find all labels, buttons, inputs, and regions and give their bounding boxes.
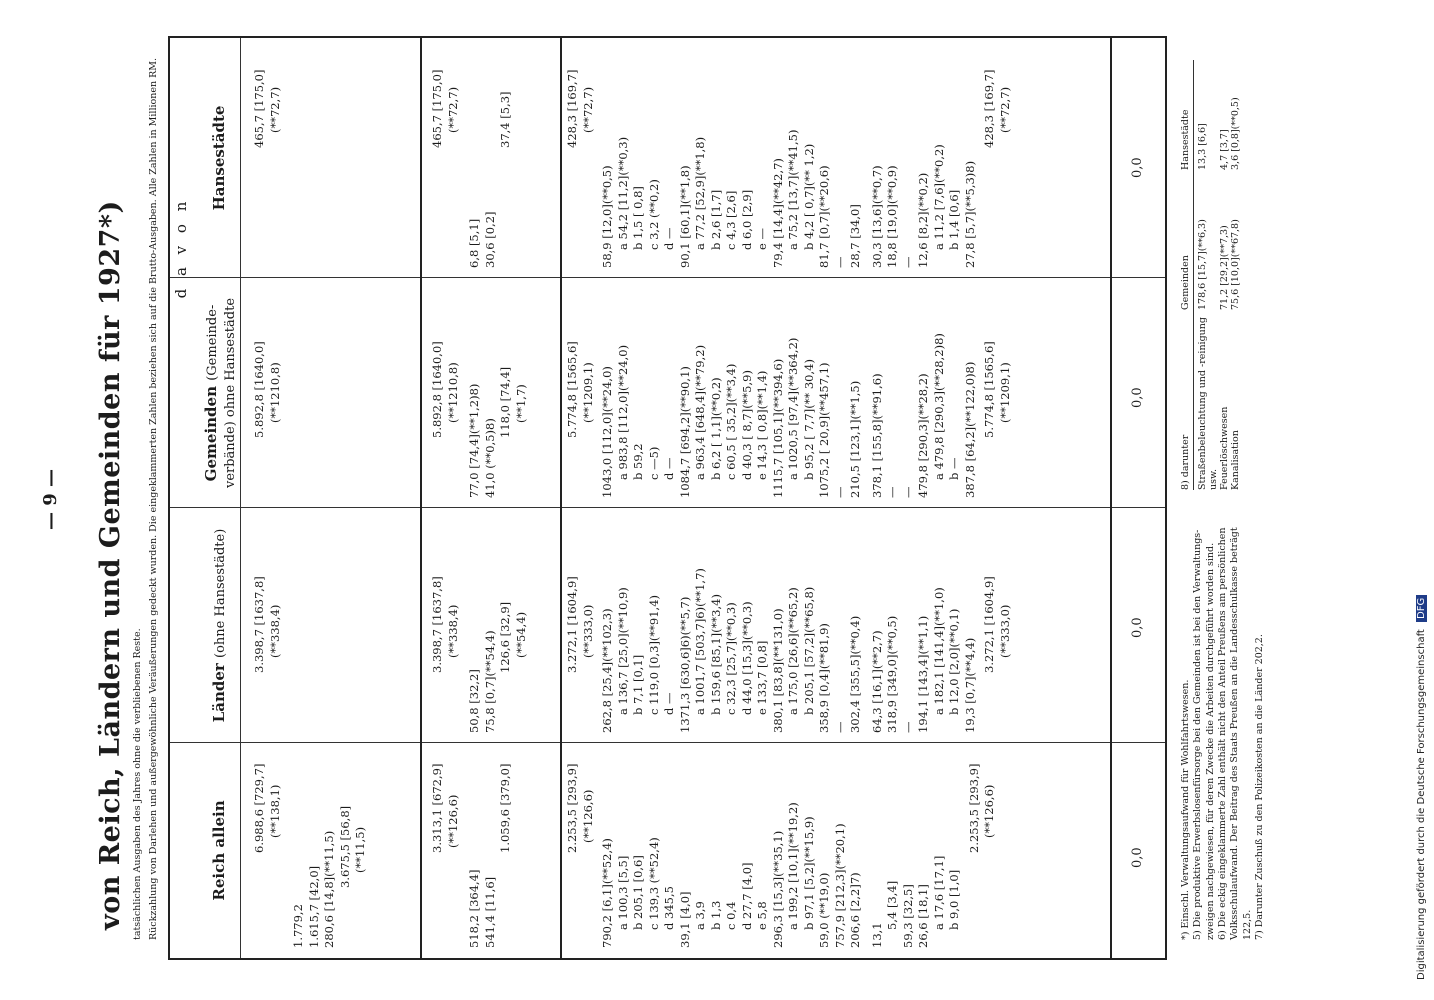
cell: 318,9 [349,0](**0,5) <box>885 615 900 733</box>
cell: 3.272,1 [1604,9] <box>565 576 579 673</box>
footnote: *) Einschl. Verwaltungsaufwand für Wohlfahrtswesen. <box>1180 679 1191 940</box>
cell: 50,8 [32,2] <box>467 669 482 733</box>
cell: 59,3 [32,5] <box>900 884 915 948</box>
gemeinden-mid-block <box>430 341 529 498</box>
cell: 3.675,5 [56,8] <box>337 805 352 888</box>
cell: b 205,1 [57,2](**65,8) <box>801 586 816 715</box>
hanse-rows <box>565 70 1013 268</box>
cell: (**126,6) <box>445 794 460 848</box>
laender-top-block <box>252 576 283 733</box>
row-divider <box>560 38 562 958</box>
cell: (**333,0) <box>580 604 595 658</box>
cell: 18,8 [19,0](**0,9) <box>885 165 900 268</box>
cell: c 119,0 [0,3](**91,4) <box>646 594 661 715</box>
cell: b 2,6 [1,7] <box>708 189 723 250</box>
watermark-text: Digitalisierung gefördert durch die Deutsche Forschungsgemeinschaft <box>1416 629 1427 980</box>
cell: c 3,2 (**0,2) <box>646 179 661 250</box>
cell: (**126,6) <box>982 784 997 838</box>
cell: 2.253,5 [293,9] <box>565 763 579 853</box>
cell: 81,7 [0,7](**20,6) <box>817 165 832 268</box>
cell: (**72,7) <box>580 86 595 133</box>
cell: a 175,0 [26,6](**65,2) <box>786 587 801 715</box>
cell: 1.059,6 [379,0] <box>498 763 513 853</box>
reich-rows <box>565 764 998 948</box>
sidebox-head: 8) darunter <box>1180 434 1191 490</box>
cell: (**1209,1) <box>997 362 1012 423</box>
sidebox-cell: 75,6 [10,0](**67,8) <box>1230 219 1241 310</box>
cell: 465,7 [175,0] <box>430 69 444 148</box>
sidebox-cell: 3,6 [0,8](**0,5) <box>1230 97 1241 170</box>
cell: d — <box>662 457 677 480</box>
cell: 75,8 [0,7](**54,4) <box>482 630 497 733</box>
cell: 194,1 [143,4](**1,1) <box>916 615 931 733</box>
cell: 6,8 [5,1] <box>467 218 482 268</box>
cell: 77,0 [74,4](**1,2)8) <box>467 383 482 498</box>
laender-mid-block <box>430 576 529 733</box>
cell: (**338,4) <box>267 604 282 658</box>
cell: (**126,6) <box>580 789 595 843</box>
sidebox-head: Hansestädte <box>1180 109 1191 170</box>
cell: (**72,7) <box>997 86 1012 133</box>
hanse-mid-block <box>430 70 514 268</box>
cell: 465,7 [175,0] <box>252 69 266 148</box>
cell: (**138,1) <box>267 784 282 838</box>
cell: 118,0 [74,4] <box>498 366 513 438</box>
cell: c 60,5 [ 35,2](**3,4) <box>724 363 739 480</box>
cell: 1.779,2 <box>291 904 306 948</box>
cell: a 11,2 [7,6](**0,2) <box>931 144 946 250</box>
cell: 39,1 [4,0] <box>677 891 692 948</box>
cell: 3.398,7 [1637,8] <box>430 576 444 673</box>
cell: 64,3 [16,1](**2,7) <box>869 630 884 733</box>
footnote-8-box <box>1180 60 1241 490</box>
cell: b 205,1 [0,6] <box>631 855 646 930</box>
cell: b 12,0 [2,0](**0,1) <box>947 608 962 715</box>
cell: b 59,2 <box>631 443 646 480</box>
cell: 41,0 (**0,5)8) <box>482 418 497 498</box>
cell: 30,3 [13,6](**0,7) <box>869 165 884 268</box>
dfg-watermark <box>1416 595 1427 980</box>
row-divider <box>240 38 241 958</box>
cell: 6.988,6 [729,7] <box>252 763 266 853</box>
cell: 5.892,8 [1640,0] <box>252 341 266 438</box>
dfg-logo: DFG <box>1416 595 1427 622</box>
sidebox-head: Gemeinden <box>1180 255 1191 310</box>
cell: 428,3 [169,7] <box>565 69 579 148</box>
cell: — <box>832 256 847 268</box>
cell: 428,3 [169,7] <box>982 69 997 148</box>
cell: d 40,3 [ 8,7](**5,9) <box>739 370 754 480</box>
cell: a 136,7 [25,0](**10,9) <box>615 587 630 715</box>
cell: 13,1 <box>869 922 884 948</box>
sidebox-cell: Feuerlöschwesen <box>1219 406 1230 490</box>
cell: 1043,0 [112,0](**24,0) <box>600 366 615 498</box>
header-hanse: Hansestädte <box>210 105 228 211</box>
cell: 1371,3 [630,6]6)(**5,7) <box>677 596 692 733</box>
col-divider <box>170 742 1165 743</box>
cell: b 1,5 [ 0,8] <box>631 186 646 250</box>
header-gemeinden <box>202 278 238 508</box>
cell: 37,4 [5,3] <box>498 91 513 148</box>
cell: a 75,2 [13,7](**41,5) <box>786 129 801 250</box>
cell: 5.774,8 [1565,6] <box>565 341 579 438</box>
cell: 26,6 [18,1] <box>916 884 931 948</box>
header-note-2: Rückzahlung von Darlehen und außergewöhnliche Veräußerungen gedeckt wurden. Die eingeklammerten Zahlen beziehen sich auf die Brutto-Ausgaben. Alle Zahlen in Millionen RM. <box>148 57 159 940</box>
cell: 59,0 (**19,0) <box>817 872 832 948</box>
row-divider <box>420 38 422 958</box>
cell: b 159,6 [85,1](**3,4) <box>708 594 723 715</box>
sidebox-cell: 13,3 [6,6] <box>1197 123 1208 170</box>
gemeinden-label: Gemeinden <box>202 386 220 482</box>
cell: 262,8 [25,4](**102,3) <box>600 608 615 733</box>
cell: 28,7 [34,0] <box>848 204 863 268</box>
cell: d 27,7 [4,0] <box>739 862 754 930</box>
cell: (**1209,1) <box>580 362 595 423</box>
cell: 210,5 [123,1](**1,5) <box>848 380 863 498</box>
cell: — <box>900 721 915 733</box>
cell: 19,3 [0,7](**4,4) <box>962 637 977 733</box>
laender-label: Länder <box>210 663 228 723</box>
cell: (**1210,8) <box>445 362 460 423</box>
gemeinden-top-block <box>252 341 283 498</box>
cell: (**333,0) <box>997 604 1012 658</box>
cell: a 1001,7 [503,7]6)(**1,7) <box>693 568 708 715</box>
cell: a 182,1 [141,4](**1,0) <box>931 587 946 715</box>
cell: 5,4 [3,4] <box>885 880 900 930</box>
cell: d 44,0 [15,3](**0,3) <box>739 601 754 715</box>
cell: 790,2 [6,1](**52,4) <box>600 838 615 948</box>
cell: 3.272,1 [1604,9] <box>982 576 997 673</box>
cell: 479,8 [290,3](**28,2) <box>916 373 931 498</box>
cell: 206,6 [2,2]7) <box>848 872 863 948</box>
cell: 1075,2 [ 20,9](**457,1) <box>817 362 832 498</box>
cell: a 3,9 <box>693 901 708 930</box>
cell: 1115,7 [105,1](**394,6) <box>770 358 785 498</box>
cell: — <box>885 486 900 498</box>
cell: 3.313,1 [672,9] <box>430 763 444 853</box>
cell: a 17,6 [17,1] <box>931 855 946 930</box>
cell: 541,4 [11,6] <box>482 876 497 948</box>
row-divider <box>1110 38 1112 958</box>
cell: 1084,7 [694,2](**90,1) <box>677 366 692 498</box>
cell: a 54,2 [11,2](**0,3) <box>615 136 630 250</box>
cell: 3.398,7 [1637,8] <box>252 576 266 673</box>
cell: c —5) <box>646 446 661 480</box>
header-note-1: tatsächlichen Ausgaben des Jahres ohne die verbliebenen Reste. <box>132 628 143 940</box>
cell: a 100,3 [5,5] <box>615 855 630 930</box>
cell: 12,6 [8,2](**0,2) <box>916 172 931 268</box>
cell: 518,2 [364,4] <box>467 869 482 948</box>
cell: e 133,7 [0,8] <box>755 640 770 715</box>
cell: a 963,4 [648,4](**79,2) <box>693 344 708 480</box>
cell: 2.253,5 [293,9] <box>966 763 981 853</box>
cell: (**72,7) <box>445 86 460 133</box>
davon-label: d a v o n <box>172 197 190 299</box>
gemeinden-rows <box>565 333 1013 498</box>
cell: a 77,2 [52,9](**1,8) <box>693 136 708 250</box>
cell: b — <box>947 457 962 480</box>
cell: 296,3 [15,3](**35,1) <box>770 830 785 948</box>
cell: a 479,8 [290,3](**28,2)8) <box>931 333 946 480</box>
cell: b 1,3 <box>708 900 723 930</box>
gemeinden-sublabel: (Gemeinde- verbände) ohne Hansestädte <box>205 297 238 489</box>
finance-table <box>168 36 1167 960</box>
sidebox-cell: 71,2 [29,2](**7,3) <box>1219 225 1230 310</box>
cell: b 1,4 [0,6] <box>947 189 962 250</box>
page-title: von Reich, Ländern und Gemeinden für 1927*) <box>95 200 126 930</box>
cell: 79,4 [14,4](**42,7) <box>770 158 785 268</box>
cell: b 97,1 [5,2](**15,9) <box>801 816 816 930</box>
cell: 90,1 [60,1](**1,8) <box>677 165 692 268</box>
cell: 358,9 [0,4](**81,9) <box>817 623 832 733</box>
cell: 30,6 [0,2] <box>482 211 497 268</box>
cell: (**338,4) <box>445 604 460 658</box>
cell: 302,4 [355,5](**0,4) <box>848 615 863 733</box>
cell: (**72,7) <box>267 86 282 133</box>
cell: a 199,2 [10,1](**19,2) <box>786 802 801 930</box>
zero-hanse: 0,0 <box>1130 157 1145 178</box>
cell: d 6,0 [2,9] <box>739 189 754 250</box>
col-divider <box>170 277 1165 278</box>
cell: — <box>900 256 915 268</box>
hanse-top-block <box>252 70 283 268</box>
cell: b 6,2 [ 1,1](**0,2) <box>708 377 723 480</box>
reich-top-block <box>252 764 369 948</box>
cell: — <box>900 486 915 498</box>
col-divider <box>170 507 1165 508</box>
cell: e 5,8 <box>755 901 770 930</box>
reich-label: Reich allein <box>210 800 228 901</box>
cell: 58,9 [12,0](**0,5) <box>600 165 615 268</box>
zero-gemeinden: 0,0 <box>1130 387 1145 408</box>
sidebox-cell: Kanalisation <box>1230 430 1241 490</box>
cell: (**54,4) <box>513 611 528 658</box>
cell: d 345,5 <box>662 886 677 930</box>
cell: (**1,7) <box>513 384 528 423</box>
footnote: 6) Die eckig eingeklammerte Zahl enthält nicht den Anteil Preußens am persönlichen Volksschulaufwand. Der Beitrag des Staats Preußen an die Landesschulkasse beträgt 122,5. <box>1217 527 1253 940</box>
cell: d — <box>662 692 677 715</box>
cell: e 14,3 [ 0,8](**1,4) <box>755 370 770 480</box>
cell: c 32,3 [25,7](**0,3) <box>724 602 739 715</box>
cell: 757,9 [212,3](**20,1) <box>832 823 847 948</box>
cell: b 95,2 [ 7,7](** 30,4) <box>801 359 816 480</box>
footnote: 5) Die produktive Erwerbslosenfürsorge bei den Gemeinden ist bei den Verwaltungs-zweigen nachgewiesen, für deren Zwecke die Arbeiten durchgeführt worden sind. <box>1192 529 1216 940</box>
laender-rows <box>565 568 1013 733</box>
zero-reich: 0,0 <box>1130 847 1145 868</box>
cell: b 9,0 [1,0] <box>947 869 962 930</box>
cell: 380,1 [83,8](**131,0) <box>770 608 785 733</box>
sidebox-cell: 4,7 [3,7] <box>1219 129 1230 170</box>
cell: 1.615,7 [42,0] <box>306 865 321 948</box>
footnote: 7) Darunter Zuschuß zu den Polizeikosten an die Länder 202,2. <box>1254 634 1266 940</box>
cell: 126,6 [32,9] <box>498 601 513 673</box>
laender-sublabel: (ohne Hansestädte) <box>213 528 228 658</box>
cell: a 1020,5 [97,4](**364,2) <box>786 337 801 480</box>
zero-laender: 0,0 <box>1130 617 1145 638</box>
cell: c 4,3 [2,6] <box>724 190 739 250</box>
sidebox-cell: Straßenbeleuchtung und -reinigung usw. <box>1197 317 1219 490</box>
cell: — <box>832 486 847 498</box>
cell: b 4,2 [ 0,7](** 1,2) <box>801 143 816 250</box>
cell: e — <box>755 228 770 250</box>
header-laender <box>210 508 228 743</box>
cell: a 983,8 [112,0](**24,0) <box>615 344 630 480</box>
cell: 5.892,8 [1640,0] <box>430 341 444 438</box>
cell: 280,6 [14,8](**11,5) <box>322 830 337 948</box>
cell: c 0,4 <box>724 901 739 930</box>
cell: (**11,5) <box>353 826 368 873</box>
cell: 5.774,8 [1565,6] <box>982 341 997 438</box>
cell: 378,1 [155,8](**91,6) <box>869 373 884 498</box>
reich-mid-block <box>430 764 514 948</box>
header-reich <box>210 743 228 958</box>
cell: b 7,1 [0,1] <box>631 654 646 715</box>
cell: d — <box>662 227 677 250</box>
cell: 387,8 [64,2](**122,0)8) <box>962 361 977 498</box>
sidebox-cell: 178,6 [15,7](**6,3) <box>1197 219 1208 310</box>
footnotes <box>1180 510 1266 940</box>
page-number: — 9 — <box>40 468 61 530</box>
cell: c 139,3 (**52,4) <box>646 837 661 930</box>
cell: (**1210,8) <box>267 362 282 423</box>
cell: — <box>832 721 847 733</box>
cell: 27,8 [5,7](**5,3)8) <box>962 160 977 268</box>
